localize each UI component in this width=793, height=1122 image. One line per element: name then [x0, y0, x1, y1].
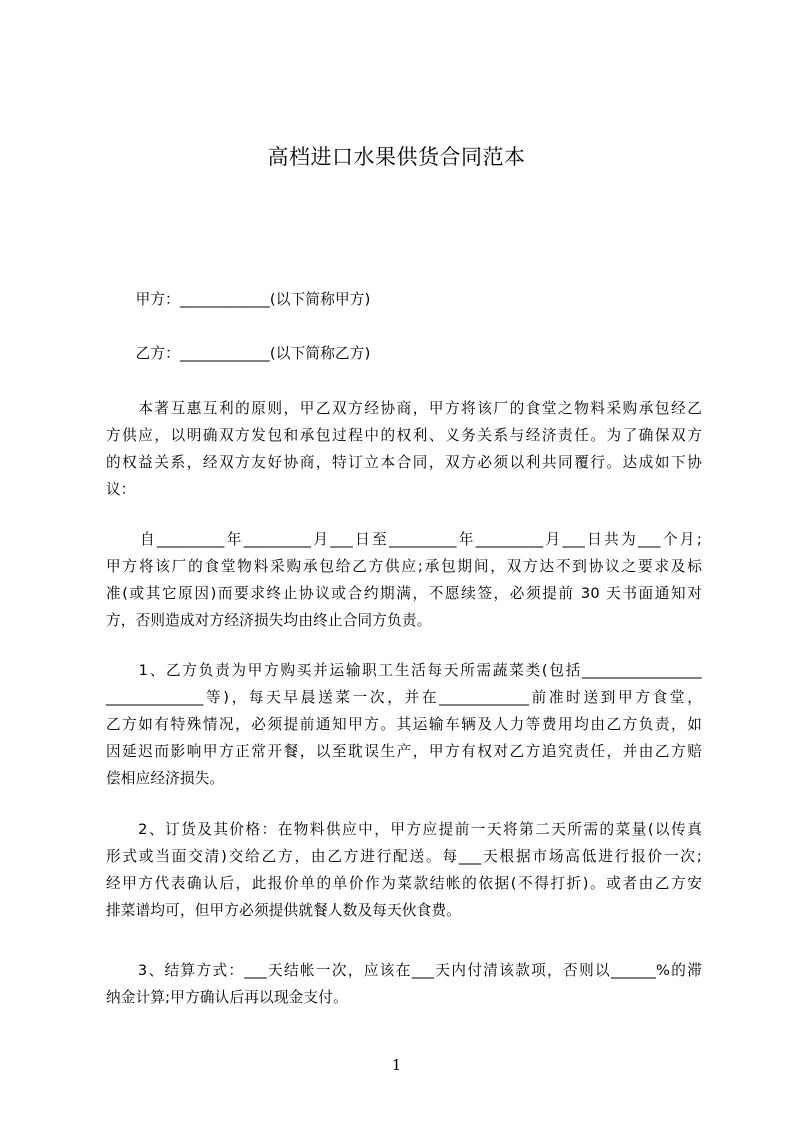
paragraph-line: 议：	[106, 481, 136, 498]
document-title: 高档进口水果供货合同范本	[267, 145, 526, 169]
paragraph-line: 因延迟而影响甲方正常开餐，以至耽误生产，甲方有权对乙方追究责任，并由乙方赔	[106, 743, 702, 760]
paragraph-line: 2、订货及其价格：在物料供应中，甲方应提前一天将第二天所需的菜量(以传真	[106, 821, 702, 838]
paragraph-line: 甲方将该厂的食堂物料采购承包给乙方供应;承包期间，双方达不到协议之要求及标	[106, 558, 702, 575]
paragraph-line: 纳金计算;甲方确认后再以现金支付。	[106, 989, 348, 1006]
paragraph-line: 的权益关系，经双方友好协商，特订立本合同，双方必须以利共同覆行。达成如下协	[106, 454, 702, 471]
page-number: 1	[391, 1056, 402, 1074]
paragraph-line: 方，否则造成对方经济损失均由终止合同方负责。	[106, 612, 432, 629]
paragraph-line: 方供应，以明确双方发包和承包过程中的权利、义务关系与经济责任。为了确保双方	[106, 427, 702, 444]
paragraph-line: 形式或当面交清)交给乙方，由乙方进行配送。每___天根据市场高低进行报价一次;	[106, 848, 702, 865]
paragraph-line: 经甲方代表确认后，此报价单的单价作为菜款结帐的依据(不得打折)。或者由乙方安	[106, 875, 702, 892]
party-b-line: 乙方：____________(以下简称乙方)	[106, 345, 371, 362]
paragraph-line: 偿相应经济损失。	[106, 770, 225, 787]
paragraph-line: 乙方如有特殊情况，必须提前通知甲方。其运输车辆及人力等费用均由乙方负责，如	[106, 716, 702, 733]
paragraph-line: 本著互惠互利的原则，甲乙双方经协商，甲方将该厂的食堂之物料采购承包经乙	[106, 400, 702, 417]
paragraph-line: _____________等)，每天早晨送菜一次，并在____________前准时送到甲方食堂，	[106, 689, 702, 706]
paragraph-line: 3、结算方式：___天结帐一次，应该在___天内付清该款项，否则以______%的滞	[106, 962, 702, 979]
paragraph-line: 准(或其它原因)而要求终止协议或合约期满，不愿续签，必须提前 30 天书面通知对	[106, 585, 702, 602]
paragraph-line: 自_________年_________月___日至_________年_________月___日共为___个月;	[106, 531, 702, 548]
party-a-line: 甲方：____________(以下简称甲方)	[106, 291, 371, 308]
paragraph-line: 排菜谱均可，但甲方必须提供就餐人数及每天伙食费。	[106, 902, 462, 919]
paragraph-line: 1、乙方负责为甲方购买并运输职工生活每天所需蔬菜类(包括________________	[106, 662, 702, 679]
